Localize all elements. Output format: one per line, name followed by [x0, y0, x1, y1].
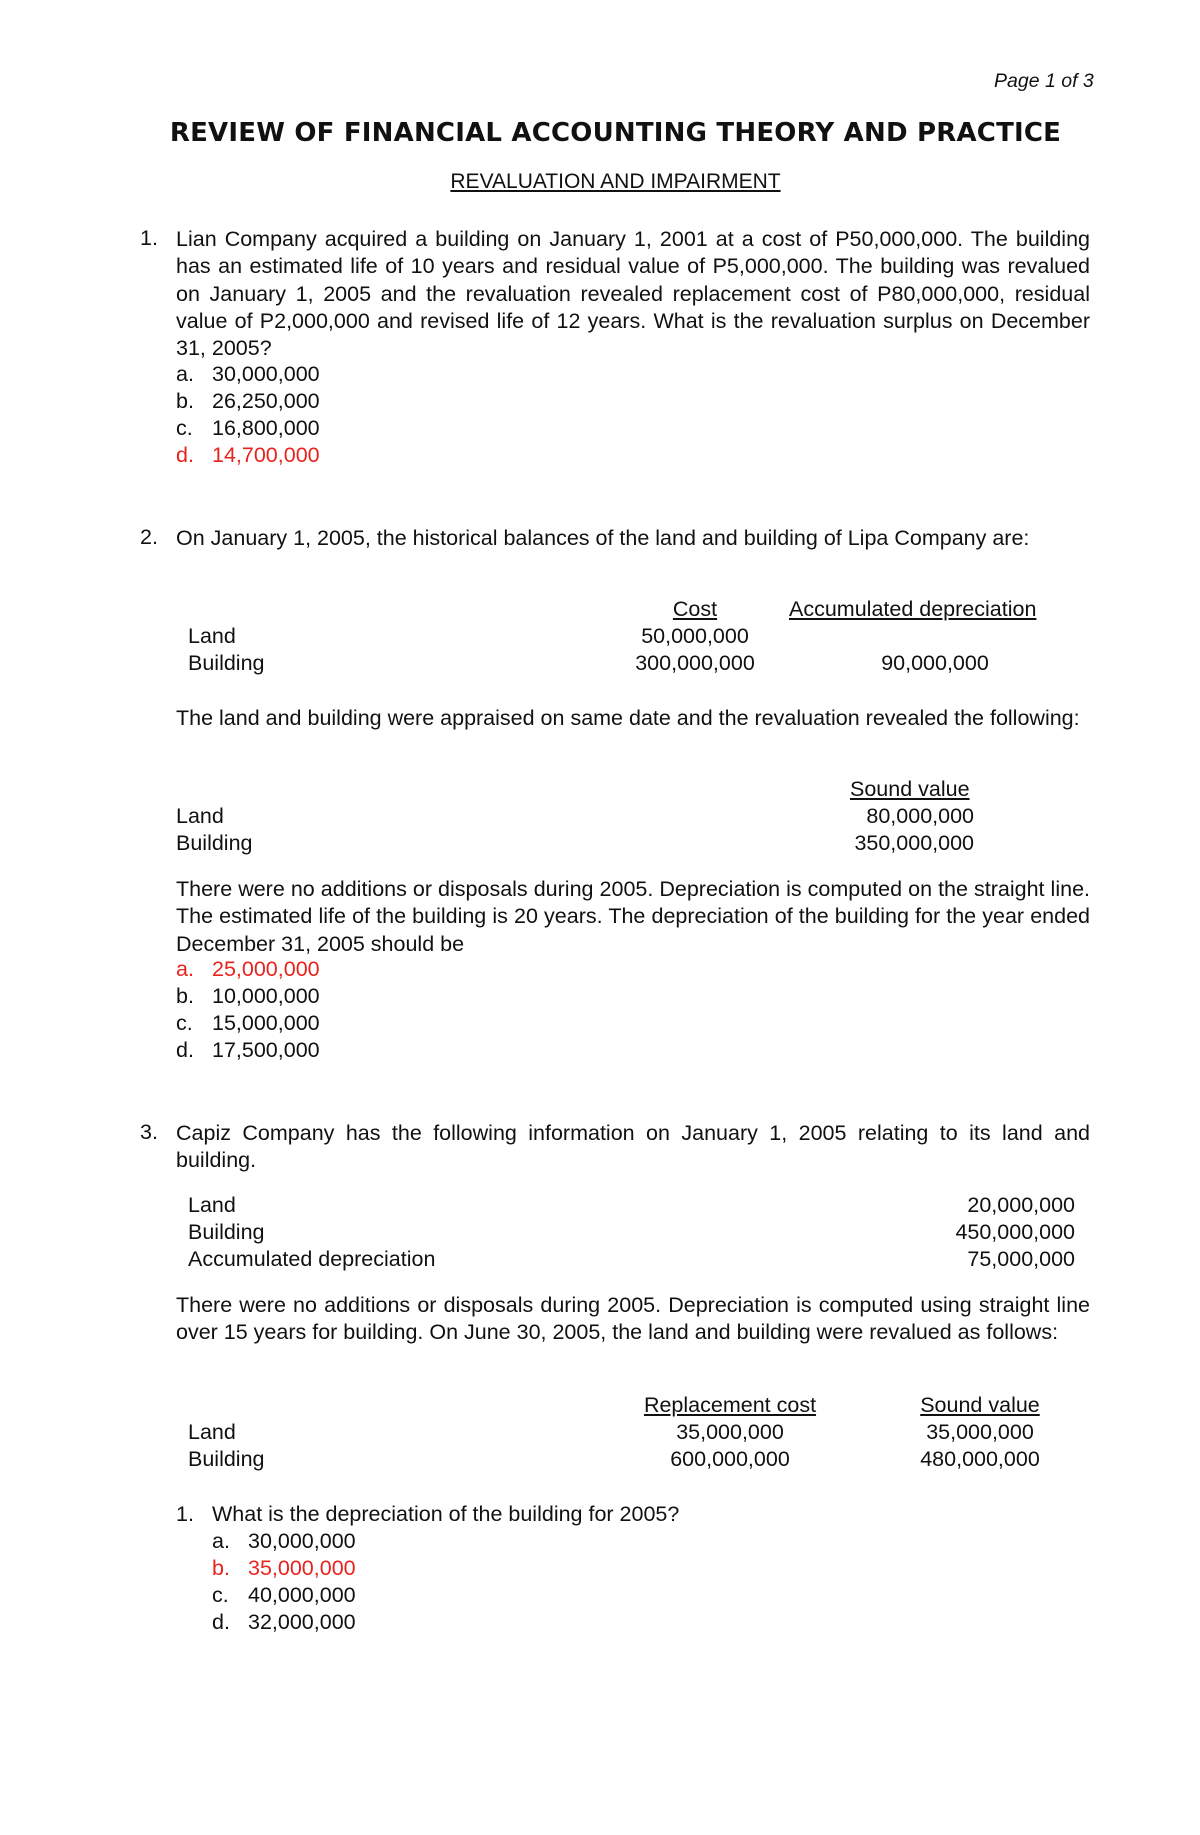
q1-option-b: b. 26,250,000: [176, 389, 320, 413]
question-3-intro: Capiz Company has the following information on January 1, 2005 relating to its land and building.: [176, 1121, 1090, 1173]
q3-option-b-answer: b. 35,000,000: [212, 1556, 356, 1580]
question-2-number: 2.: [140, 525, 158, 549]
reval-row-land-replacement: 35,000,000: [676, 1420, 784, 1444]
q2-option-a-answer: a. 25,000,000: [176, 957, 320, 981]
table1-row-building-cost: 300,000,000: [635, 651, 755, 675]
table2-row-building-value: 350,000,000: [854, 831, 974, 855]
balance-land-value: 20,000,000: [967, 1193, 1075, 1217]
table2-row-land-label: Land: [176, 804, 224, 828]
table2-row-land-value: 80,000,000: [866, 804, 974, 828]
col-header-cost: Cost: [672, 597, 718, 621]
reval-row-land-label: Land: [188, 1420, 236, 1444]
balance-accum-value: 75,000,000: [967, 1247, 1075, 1271]
reval-row-building-replacement: 600,000,000: [670, 1447, 790, 1471]
col-header-sound-value-3: Sound value: [920, 1393, 1040, 1417]
q3-option-d: d. 32,000,000: [212, 1610, 356, 1634]
page-number: Page 1 of 3: [994, 70, 1094, 92]
q3-option-a: a. 30,000,000: [212, 1529, 356, 1553]
subquestion-1-number: 1.: [176, 1502, 194, 1526]
question-3-text: There were no additions or disposals during 2005. Depreciation is computed using straight line over 15 years for building. On June 30, 2005, the land and building were revalued as follows:: [176, 1293, 1090, 1345]
table1-row-land-cost: 50,000,000: [641, 624, 749, 648]
q1-option-a: a. 30,000,000: [176, 362, 320, 386]
question-2-question: There were no additions or disposals during 2005. Depreciation is computed on the straight line. The estimated life of the building is 20 years. The depreciation of the building for the year ended December 31, 2005 should be: [176, 877, 1090, 956]
reval-row-building-sound: 480,000,000: [920, 1447, 1040, 1471]
section-subtitle: REVALUATION AND IMPAIRMENT: [450, 170, 781, 193]
q2-option-d: d. 17,500,000: [176, 1038, 320, 1062]
balance-building-value: 450,000,000: [955, 1220, 1075, 1244]
table1-row-building-label: Building: [188, 651, 265, 675]
table1-row-land-label: Land: [188, 624, 236, 648]
document-title: REVIEW OF FINANCIAL ACCOUNTING THEORY AND PRACTICE: [169, 118, 1062, 148]
col-header-sound-value: Sound value: [850, 777, 970, 801]
q1-option-c: c. 16,800,000: [176, 416, 320, 440]
q2-option-c: c. 15,000,000: [176, 1011, 320, 1035]
reval-row-land-sound: 35,000,000: [926, 1420, 1034, 1444]
table1-row-building-accum: 90,000,000: [881, 651, 989, 675]
col-header-accumulated-depreciation: Accumulated depreciation: [789, 597, 1037, 621]
balance-building-label: Building: [188, 1220, 265, 1244]
col-header-replacement-cost: Replacement cost: [643, 1393, 817, 1417]
reval-row-building-label: Building: [188, 1447, 265, 1471]
balance-accum-label: Accumulated depreciation: [188, 1247, 436, 1271]
q3-option-c: c. 40,000,000: [212, 1583, 356, 1607]
q1-option-d-answer: d. 14,700,000: [176, 443, 320, 467]
question-2-intro: On January 1, 2005, the historical balances of the land and building of Lipa Company are:: [176, 526, 1030, 550]
table2-row-building-label: Building: [176, 831, 253, 855]
q2-option-b: b. 10,000,000: [176, 984, 320, 1008]
question-3-number: 3.: [140, 1120, 158, 1144]
balance-land-label: Land: [188, 1193, 236, 1217]
question-1-text: Lian Company acquired a building on January 1, 2001 at a cost of P50,000,000. The building has an estimated life of 10 years and residual value of P5,000,000. The building was revalued on January 1, 2005 and the revaluation revealed replacement cost of P80,000,000, residual value of P2,000,000 and revised life of 12 years. What is the revaluation surplus on December 31, 2005?: [176, 227, 1090, 361]
subquestion-1-text: What is the depreciation of the building for 2005?: [212, 1502, 680, 1526]
question-1-number: 1.: [140, 226, 158, 250]
question-2-appraisal-text: The land and building were appraised on same date and the revaluation revealed the following:: [176, 706, 1080, 730]
